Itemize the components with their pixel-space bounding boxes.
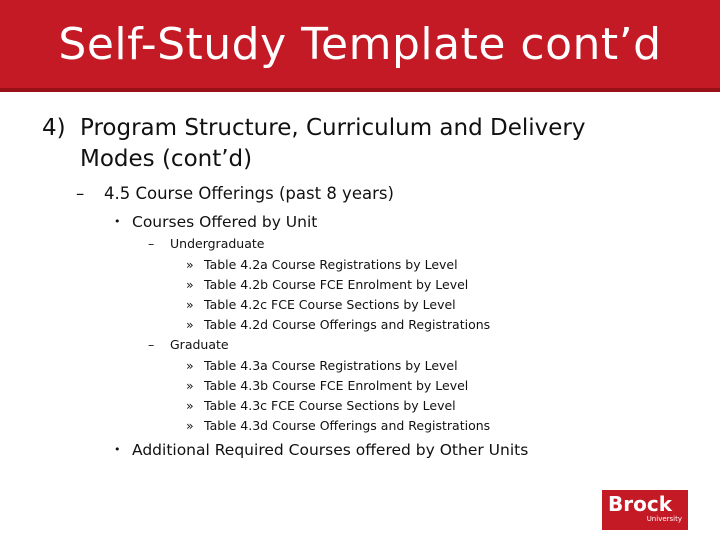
item-text: Table 4.3d Course Offerings and Registrations bbox=[204, 418, 491, 433]
bullet-dot: • bbox=[114, 215, 121, 228]
item-text: Table 4.3c FCE Course Sections by Level bbox=[204, 398, 456, 413]
item-marker: » bbox=[186, 378, 194, 393]
point-4 bbox=[42, 113, 682, 175]
bullet-courses-by-unit bbox=[114, 213, 317, 231]
list-item bbox=[186, 358, 458, 373]
item-text: Table 4.2c FCE Course Sections by Level bbox=[204, 297, 456, 312]
bullet-text: Additional Required Courses offered by Other Units bbox=[132, 441, 529, 459]
list-item bbox=[186, 277, 468, 292]
title-bar bbox=[0, 0, 720, 92]
group-label: Graduate bbox=[170, 337, 229, 352]
point-line-1: Program Structure, Curriculum and Delivery bbox=[80, 115, 586, 141]
brock-university-logo bbox=[602, 490, 688, 530]
item-marker: » bbox=[186, 358, 194, 373]
bullet-text: Courses Offered by Unit bbox=[132, 213, 318, 231]
item-text: Table 4.2b Course FCE Enrolment by Level bbox=[204, 277, 469, 292]
bullet-dot: • bbox=[114, 443, 121, 456]
group-undergraduate bbox=[148, 236, 264, 251]
subpoint-text: 4.5 Course Offerings (past 8 years) bbox=[104, 184, 394, 203]
subpoint-marker: – bbox=[76, 184, 85, 203]
subpoint-4-5 bbox=[76, 184, 394, 203]
list-item bbox=[186, 378, 468, 393]
logo-sub: University bbox=[646, 515, 682, 523]
group-label: Undergraduate bbox=[170, 236, 265, 251]
item-marker: » bbox=[186, 297, 194, 312]
item-marker: » bbox=[186, 398, 194, 413]
group-marker: – bbox=[148, 236, 155, 251]
item-marker: » bbox=[186, 418, 194, 433]
list-item bbox=[186, 297, 456, 312]
item-marker: » bbox=[186, 317, 194, 332]
item-marker: » bbox=[186, 277, 194, 292]
point-number: 4) bbox=[42, 115, 66, 141]
list-item bbox=[186, 398, 456, 413]
bullet-additional-courses bbox=[114, 441, 528, 459]
item-text: Table 4.2a Course Registrations by Level bbox=[204, 257, 458, 272]
group-marker: – bbox=[148, 337, 155, 352]
logo-brand: Brock bbox=[608, 492, 673, 516]
item-text: Table 4.3b Course FCE Enrolment by Level bbox=[204, 378, 469, 393]
list-item bbox=[186, 418, 490, 433]
point-line-2: Modes (cont’d) bbox=[80, 146, 253, 172]
item-text: Table 4.3a Course Registrations by Level bbox=[204, 358, 458, 373]
group-graduate bbox=[148, 337, 229, 352]
list-item bbox=[186, 317, 490, 332]
list-item bbox=[186, 257, 458, 272]
item-marker: » bbox=[186, 257, 194, 272]
slide-title: Self-Study Template cont’d bbox=[58, 18, 662, 70]
item-text: Table 4.2d Course Offerings and Registrations bbox=[204, 317, 491, 332]
